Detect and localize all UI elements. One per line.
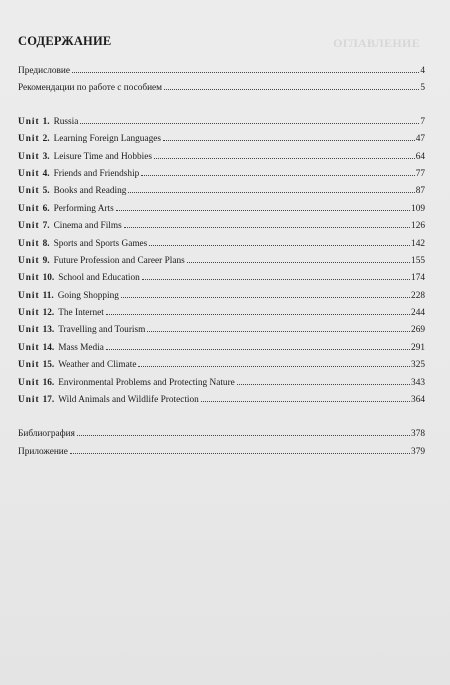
toc-entry-unit[interactable] (18, 308, 425, 325)
unit-label: Unit (18, 360, 40, 371)
dot-leader (154, 158, 415, 159)
unit-label: Unit (18, 151, 40, 162)
unit-title: School and Education (58, 273, 140, 284)
dot-leader (70, 453, 410, 454)
unit-number: 6. (42, 203, 50, 214)
toc-entry[interactable] (18, 83, 425, 100)
unit-number: 16. (42, 377, 55, 388)
unit-number: 8. (42, 238, 50, 249)
unit-title: Wild Animals and Wildlife Protection (58, 395, 199, 406)
unit-number: 7. (42, 221, 50, 232)
unit-label: Unit (18, 221, 40, 232)
toc-entry-unit[interactable] (18, 256, 425, 273)
dot-leader (149, 245, 410, 246)
toc-entry-unit[interactable] (18, 239, 425, 256)
page-number: 244 (411, 308, 425, 319)
unit-title: Mass Media (58, 342, 104, 353)
page-number: 64 (415, 151, 425, 162)
page-number: 87 (415, 186, 425, 197)
unit-title: Going Shopping (57, 290, 119, 301)
unit-title: Environmental Problems and Protecting Nature (58, 377, 235, 388)
front-matter-list (18, 66, 425, 101)
unit-number: 11. (42, 290, 54, 301)
page-number: 325 (411, 360, 425, 371)
unit-title: Russia (53, 116, 79, 127)
dot-leader (128, 192, 414, 193)
unit-number: 1. (42, 116, 50, 127)
toc-entry[interactable] (18, 447, 425, 464)
unit-title: Sports and Sports Games (53, 238, 148, 249)
table-of-contents (18, 66, 425, 464)
toc-entry-unit[interactable] (18, 134, 425, 151)
entry-title: Предисловие (18, 66, 70, 76)
page-number: 291 (411, 342, 425, 353)
dot-leader (116, 210, 410, 211)
unit-title: Friends and Friendship (53, 168, 140, 179)
page-number: 109 (411, 203, 425, 214)
unit-title: Books and Reading (53, 186, 127, 197)
unit-title: Travelling and Tourism (58, 325, 146, 336)
dot-leader (77, 435, 410, 436)
unit-title: Leisure Time and Hobbies (53, 151, 152, 162)
toc-entry-unit[interactable] (18, 291, 425, 308)
unit-title: The Internet (58, 308, 104, 319)
dot-leader (80, 123, 419, 124)
unit-number: 5. (42, 186, 50, 197)
page-number: 5 (420, 83, 425, 94)
unit-number: 2. (42, 134, 50, 145)
page-number: 379 (411, 446, 425, 457)
toc-entry-unit[interactable] (18, 325, 425, 342)
unit-label: Unit (18, 325, 40, 336)
unit-title: Future Profession and Career Plans (53, 255, 185, 266)
dot-leader (201, 401, 410, 402)
toc-entry[interactable] (18, 66, 425, 83)
unit-label: Unit (18, 134, 40, 145)
toc-entry-unit[interactable] (18, 186, 425, 203)
unit-label: Unit (18, 238, 40, 249)
unit-label: Unit (18, 186, 40, 197)
unit-number: 14. (42, 342, 55, 353)
toc-entry-unit[interactable] (18, 273, 425, 290)
toc-heading: СОДЕРЖАНИЕ (18, 34, 112, 48)
page-number: 155 (411, 255, 425, 266)
units-list (18, 117, 425, 413)
unit-label: Unit (18, 308, 40, 319)
page-number: 343 (411, 377, 425, 388)
dot-leader (72, 72, 419, 73)
unit-label: Unit (18, 273, 40, 284)
toc-entry-unit[interactable] (18, 221, 425, 238)
toc-entry-unit[interactable] (18, 378, 425, 395)
unit-label: Unit (18, 395, 40, 406)
unit-title: Cinema and Films (53, 221, 122, 232)
toc-entry-unit[interactable] (18, 395, 425, 412)
unit-number: 4. (42, 168, 50, 179)
page-number: 364 (411, 395, 425, 406)
unit-number: 13. (42, 325, 55, 336)
page-number: 174 (411, 273, 425, 284)
unit-label: Unit (18, 290, 40, 301)
unit-number: 3. (42, 151, 50, 162)
dot-leader (124, 227, 410, 228)
unit-title: Weather and Climate (58, 360, 137, 371)
unit-label: Unit (18, 377, 40, 388)
unit-label: Unit (18, 255, 40, 266)
page-number: 126 (411, 221, 425, 232)
toc-entry-unit[interactable] (18, 360, 425, 377)
dot-leader (164, 89, 419, 90)
unit-number: 12. (42, 308, 55, 319)
entry-title: Рекомендации по работе с пособием (18, 83, 163, 94)
dot-leader (237, 384, 410, 385)
unit-number: 10. (42, 273, 55, 284)
dot-leader (141, 175, 414, 176)
page-number: 142 (411, 238, 425, 249)
dot-leader (106, 314, 410, 315)
dot-leader (106, 349, 410, 350)
toc-entry-unit[interactable] (18, 169, 425, 186)
unit-title: Learning Foreign Languages (53, 134, 161, 145)
unit-title: Performing Arts (53, 203, 114, 214)
page-number: 7 (420, 116, 425, 127)
toc-entry-unit[interactable] (18, 343, 425, 360)
toc-entry-unit[interactable] (18, 117, 425, 134)
bleed-through-heading: ОГЛАВЛЕНИЕ (333, 36, 420, 50)
toc-entry-unit[interactable] (18, 152, 425, 169)
dot-leader (121, 297, 410, 298)
page-number: 4 (420, 66, 425, 76)
unit-label: Unit (18, 342, 40, 353)
entry-title: Библиография (18, 429, 75, 440)
unit-number: 9. (42, 255, 50, 266)
unit-label: Unit (18, 203, 40, 214)
page-number: 269 (411, 325, 425, 336)
dot-leader (187, 262, 410, 263)
unit-number: 17. (42, 395, 55, 406)
dot-leader (138, 366, 410, 367)
page-number: 378 (411, 429, 425, 440)
page-number: 47 (415, 134, 425, 145)
back-matter-list (18, 429, 425, 464)
dot-leader (142, 279, 410, 280)
page-number: 228 (411, 290, 425, 301)
dot-leader (147, 331, 410, 332)
unit-label: Unit (18, 168, 40, 179)
toc-entry[interactable] (18, 429, 425, 446)
unit-label: Unit (18, 116, 40, 127)
dot-leader (163, 140, 415, 141)
entry-title: Приложение (18, 446, 68, 457)
toc-entry-unit[interactable] (18, 204, 425, 221)
unit-number: 15. (42, 360, 55, 371)
page-number: 77 (415, 168, 425, 179)
